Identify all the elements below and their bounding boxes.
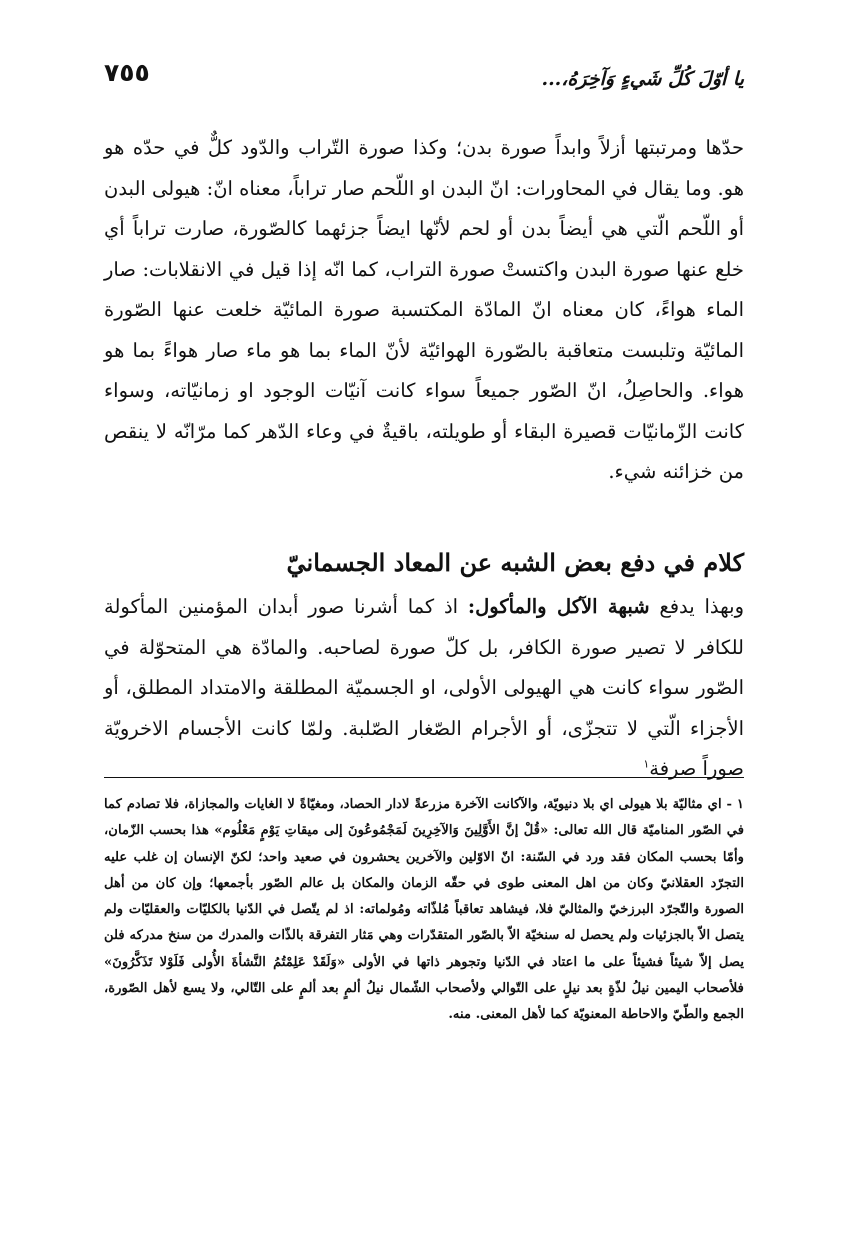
body-paragraph-block (104, 128, 744, 493)
section-paragraph (104, 587, 744, 790)
section-text: اذ كما أشرنا صور أبدان المؤمنين المأكولة للكافر لا تصير صورة الكافر، بل كلّ صورة لصاحبه. والمادّة هي المتحوّلة في الصّور سواء كانت هي الهيولى الأولى، او الجسميّة المطلقة والامتداد المطلق، أو الأجزاء الّتي لا تتجزّى، أو الأجرام الصّغار الصّلبة. ولمّا كانت الأجسام الاخرويّة صوراً صرفة (104, 595, 744, 780)
section-intro: وبهذا يدفع (659, 595, 744, 618)
section-lead-term: شبهة الآكل والمأكول: (467, 595, 650, 618)
section-paragraph-block (104, 587, 744, 790)
page-header (104, 58, 744, 98)
footnote-divider (104, 777, 744, 778)
body-paragraph: حدّها ومرتبتها أزلاً وابداً صورة بدن؛ وكذا صورة التّراب والدّود كلٌّ في حدّه هو هو. وما يقال في المحاورات: انّ البدن او اللّحم صار تراباً، معناه انّ: هيولى البدن أو اللّحم الّتي هي أيضاً بدن أو لحم لأنّها ايضاً جزئهما كالصّورة، صارت تراباً أي خلع عنها صورة البدن واكتستْ صورة التراب، كما انّه إذا قيل في الانقلابات: صار الماء هواءً، كان معناه انّ المادّة المكتسبة صورة المائيّة خلعت عنها الصّورة المائيّة وتلبست متعاقبة بالصّورة الهوائيّة لأنّ الماء بما هو ماء صار هواءً بما هو هواء. والحاصِلُ، انّ الصّور جميعاً سواء كانت آنيّات الوجود او زمانيّاته، وسواء كانت الزّمانيّات قصيرة البقاء أو طويلته، باقيةٌ في وعاء الدّهر كما مرّانّه لا ينقص من خزائنه شيء. (104, 136, 744, 483)
footnote-block (104, 792, 744, 1029)
footnote-text: ١ - اي مثاليّة بلا هيولى اي بلا دنيويّة، والآكانت الآخرة مزرعةً لادار الحصاد، ومغيّاةً لا الغايات والمجازاة، فلا تصادم كما في الصّور المناميّة قال الله تعالى: «قُلْ إنَّ الأَوَّلِينَ وَالآخِرِينَ لَمَجْمُوعُونَ إلى ميقاتِ يَوْمٍ مَعْلُوم» هذا بحسب الزّمان، وأمّا بحسب المكان فقد ورد في السّنة: انّ الاوّلين والآخرين يحشرون في صعيد واحد؛ لكنّ الإنسان إن غلب عليه التجرّد العقلانيّ وكان من اهل المعنى طوى في حقّه الزمان والمكان بل عالم الصّور بأجمعها؛ وإن كان من أهل الصورة والتّجرّد البرزخيّ والمثاليّ فلا، فيشاهد تعاقباً مُلذّاته ومُولماته: اذ لم يتّصل في الدّنيا بالكليّات والعقليّات ولم يتصل الاّ بالجزئيات ولم يحصل له سنخيّة الاّ بالصّور المتقدّرات وهي مَثار التفرقة بالذّات والمدرك من سنخ مدركه فلن يصل إلاّ شيئاً فشيئاً على ما اعتاد في الدّنيا وتجوهر ذاتها في الأولى «وَلَقَدْ عَلِمْتُمُ النَّشأةَ الأُولى فَلَوْلا تَذَكَّرُونَ» فلأصحاب اليمين نيلُ لذّةٍ بعد نيلٍ على التّوالي ولأصحاب الشّمال نيلُ ألمٍ بعد ألمٍ على التّالي، ولا يسع لأهل الصّورة، الجمع والطّيّ والاحاطة المعنويّة كما لأهل المعنى. منه. (104, 797, 744, 1023)
running-title: يا أوّلَ كُلِّ شَيءٍ وَآخِرَهُ،... (541, 68, 744, 90)
page-number: ٧٥٥ (104, 58, 150, 87)
footnote-marker[interactable]: ١ (643, 757, 650, 771)
section-heading: كلام في دفع بعض الشبه عن المعاد الجسمانيّ (286, 548, 744, 577)
